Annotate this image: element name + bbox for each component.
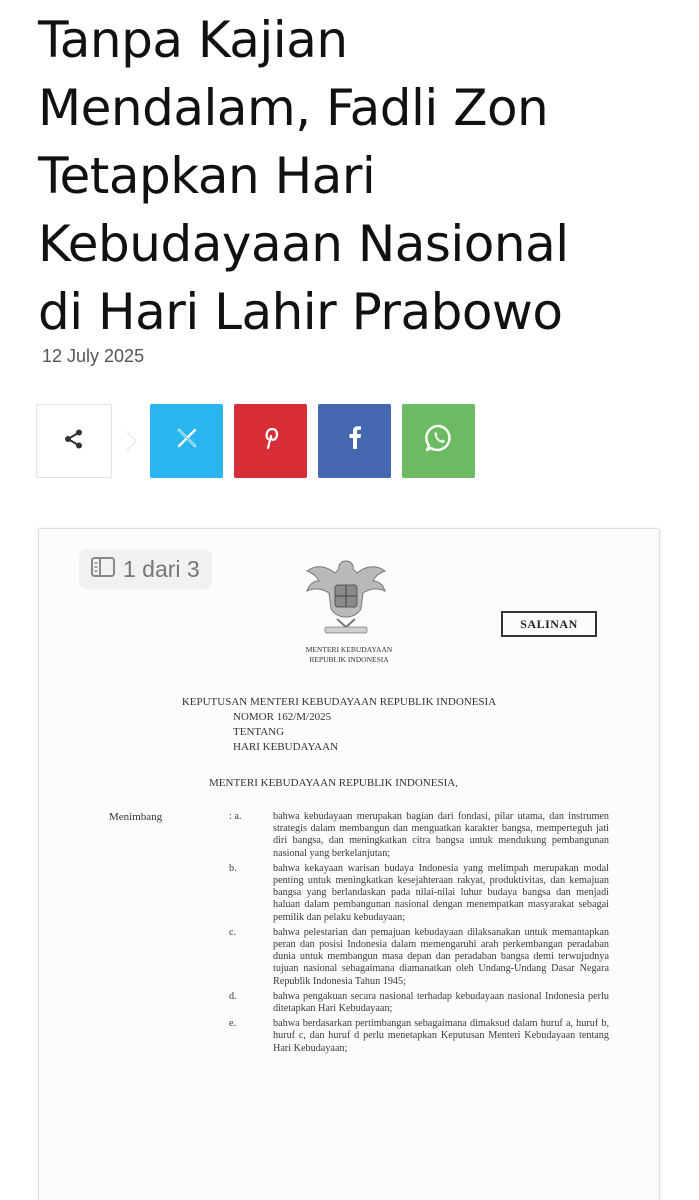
heading-line: KEPUTUSAN MENTERI KEBUDAYAAN REPUBLIK INDONESIA xyxy=(181,696,497,708)
item-text: bahwa kekayaan warisan budaya Indonesia yang melimpah merupakan modal penting untuk meningkatkan kesejahteraan rakyat, produktivitas, dan kemajuan bangsa yang berlandaskan pada nilai-nilai luhur budaya bangsa dan menjadi haluan dalam pembangunan nasional dengan menempatkan masyarakat sebagai pemilik dan pelaku kebudayaan; xyxy=(273,862,609,923)
item-marker: c. xyxy=(229,926,237,938)
title-line: di Hari Lahir Prabowo xyxy=(38,283,563,341)
share-pinterest-button[interactable] xyxy=(234,404,307,478)
document-preview[interactable] xyxy=(38,528,660,1200)
item-text: bahwa pelestarian dan pemajuan kebudayaan dilaksanakan untuk memantapkan peran dan posisi Indonesia dalam memengaruhi arah perkembangan peradaban dunia untuk membangun masa depan dan peradaban bangsa demi terwujudnya tujuan nasional sebagaimana diamanatkan oleh Undang-Undang Dasar Negara Republik Indonesia Tahun 1945; xyxy=(273,926,609,987)
heading-line: HARI KEBUDAYAAN xyxy=(233,741,339,753)
share-icon xyxy=(63,428,85,454)
title-line: Tetapkan Hari xyxy=(38,147,376,205)
list-item xyxy=(229,991,609,1015)
facebook-icon xyxy=(348,426,362,457)
item-marker: b. xyxy=(229,862,237,874)
title-line: Tanpa Kajian xyxy=(38,11,348,69)
decree-opening: MENTERI KEBUDAYAAN REPUBLIK INDONESIA, xyxy=(209,777,458,789)
book-icon xyxy=(91,556,115,583)
share-button[interactable] xyxy=(36,404,112,478)
considerations-list xyxy=(229,811,609,1058)
list-item xyxy=(229,811,609,860)
menimbang-label: Menimbang xyxy=(109,811,163,823)
heading-line: NOMOR 162/M/2025 xyxy=(233,711,332,723)
ministry-line: REPUBLIK INDONESIA xyxy=(309,655,389,664)
whatsapp-icon xyxy=(424,423,454,460)
title-line: Kebudayaan Nasional xyxy=(38,215,569,273)
page-indicator-text: 1 dari 3 xyxy=(123,555,200,582)
page-indicator xyxy=(79,549,212,589)
list-item xyxy=(229,1018,609,1055)
title-line: Mendalam, Fadli Zon xyxy=(38,79,549,137)
share-pointer xyxy=(117,431,137,451)
ministry-caption xyxy=(239,645,459,665)
item-marker: : a. xyxy=(229,811,242,822)
list-item xyxy=(229,927,609,988)
item-text: bahwa pengakuan secara nasional terhadap kebudayaan nasional Indonesia perlu ditetapkan Hari Kebudayaan; xyxy=(273,990,609,1015)
publish-date: 12 July 2025 xyxy=(42,346,145,366)
item-marker: e. xyxy=(229,1018,237,1030)
share-x-button[interactable] xyxy=(150,404,223,478)
pinterest-icon xyxy=(262,426,280,457)
list-item xyxy=(229,863,609,924)
salinan-stamp: SALINAN xyxy=(501,611,597,637)
item-text: bahwa berdasarkan pertimbangan sebagaimana dimaksud dalam huruf a, huruf b, huruf c, dan huruf d perlu menetapkan Keputusan Menteri Kebudayaan tentang Hari Kebudayaan; xyxy=(273,1018,609,1054)
item-marker: d. xyxy=(229,990,237,1002)
heading-line: TENTANG xyxy=(233,726,285,738)
decree-heading xyxy=(139,695,539,755)
garuda-emblem xyxy=(301,551,391,639)
share-facebook-button[interactable] xyxy=(318,404,391,478)
article-title xyxy=(38,6,678,346)
item-text: bahwa kebudayaan merupakan bagian dari fondasi, pilar utama, dan instrumen strategis dalam membangun dan menguatkan karakter bangsa, memperteguh jati diri bangsa, dan meningkatkan citra bangsa untuk mendukung pembangunan nasional yang berkelanjutan; xyxy=(273,811,609,859)
x-logo-icon xyxy=(177,427,197,455)
share-whatsapp-button[interactable] xyxy=(402,404,475,478)
ministry-line: MENTERI KEBUDAYAAN xyxy=(305,645,393,654)
